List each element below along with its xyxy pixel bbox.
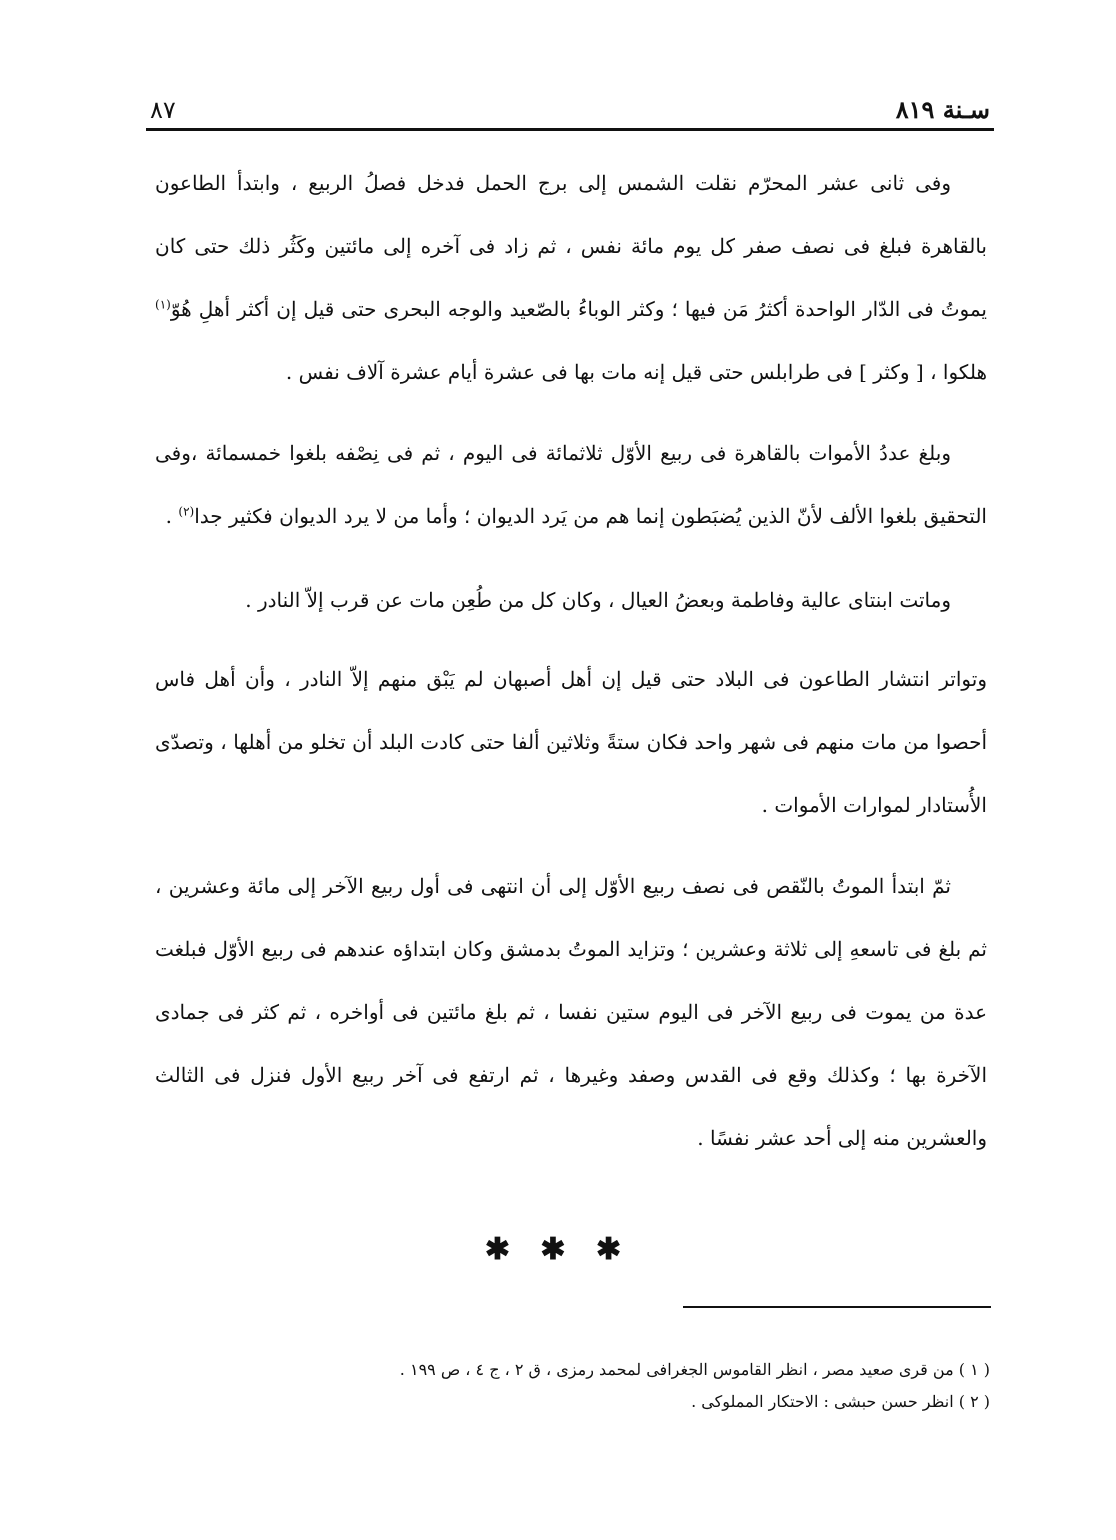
page-number: ٨٧ bbox=[150, 96, 176, 124]
paragraph-3-continued: وتواتر انتشار الطاعون فى البلاد حتى قيل إن أهل أصبهان لم يَبْق منهم إلاّ النادر ، وأن أهل فاس أحصوا من مات منهم فى شهر واحد فكان ستةً وثلاثين ألفا حتى كادت البلد أن تخلو من أهلها ، وتصدّى الأُستادار لموارات الأموات . bbox=[155, 667, 988, 817]
header-rule bbox=[146, 128, 994, 131]
footnote-ref-2: (٢) bbox=[178, 504, 195, 519]
footnotes bbox=[250, 1354, 990, 1418]
paragraph-1-text-a: وفى ثانى عشر المحرّم نقلت الشمس إلى برج الحمل فدخل فصلُ الربيع ، وابتدأ الطاعون بالقاهرة فبلغ فى نصف صفر كل يوم مائة نفس ، ثم زاد فى آخره إلى مائتين وكَثُر ذلك حتى كان يموتُ فى الدّار الواحدة أكثرُ مَن فيها ؛ وكثر الوباءُ بالصّعيد والوجه البحرى حتى قيل إن أكثر أهلِ هُوّ bbox=[155, 171, 987, 321]
paragraph-2-text-a: وبلغ عددُ الأموات بالقاهرة فى ربيع الأوّل ثلاثمائة فى اليوم ، ثم فى نِصْفه بلغوا خمسمائة ،وفى التحقيق بلغوا الألف لأنّ الذين يُضبَطون إنما هم من يَرد الديوان ؛ وأما من لا يرد الديوان فكثير جدا bbox=[155, 441, 987, 528]
section-separator: ✱ ✱ ✱ bbox=[484, 1232, 632, 1267]
paragraph-2 bbox=[155, 422, 987, 548]
paragraph-1-text-b: هلكوا ، [ وكثر ] فى طرابلس حتى قيل إنه مات بها فى عشرة أيام عشرة آلاف نفس . bbox=[285, 360, 987, 384]
running-header bbox=[150, 84, 990, 124]
paragraph-4: ثمّ ابتدأ الموتُ بالنّقص فى نصف ربيع الأوّل إلى أن انتهى فى أول ربيع الآخر إلى مائة وعشرين ، ثم بلغ فى تاسعهِ إلى ثلاثة وعشرين ؛ وتزايد الموتُ بدمشق وكان ابتداؤه عندهم فى ربيع الأوّل فبلغت عدة من يموت فى ربيع الآخر فى اليوم ستين نفسا ، ثم بلغ مائتين فى أواخره ، ثم كثر فى جمادى الآخرة بها ؛ وكذلك وقع فى القدس وصفد وغيرها ، ثم ارتفع فى آخر ربيع الأول فنزل فى الثالث والعشرين منه إلى أحد عشر نفسًا . bbox=[155, 874, 987, 1150]
footnote-rule bbox=[683, 1306, 991, 1308]
paragraph-2-text-b: . bbox=[165, 504, 179, 528]
footnote-2: ( ٢ ) انظر حسن حبشى : الاحتكار المملوكى . bbox=[691, 1392, 990, 1411]
paragraph-1 bbox=[155, 152, 987, 404]
header-year: سـنة ٨١٩ bbox=[895, 95, 990, 124]
main-text bbox=[155, 152, 987, 1170]
footnote-ref-1: (١) bbox=[155, 297, 171, 312]
footnote-1: ( ١ ) من قرى صعيد مصر ، انظر القاموس الجغرافى لمحمد رمزى ، ق ٢ ، ج ٤ ، ص ١٩٩ . bbox=[399, 1360, 990, 1379]
paragraph-3: وماتت ابنتاى عالية وفاطمة وبعضُ العيال ، وكان كل من طُعِن مات عن قرب إلاّ النادر . bbox=[245, 588, 951, 612]
